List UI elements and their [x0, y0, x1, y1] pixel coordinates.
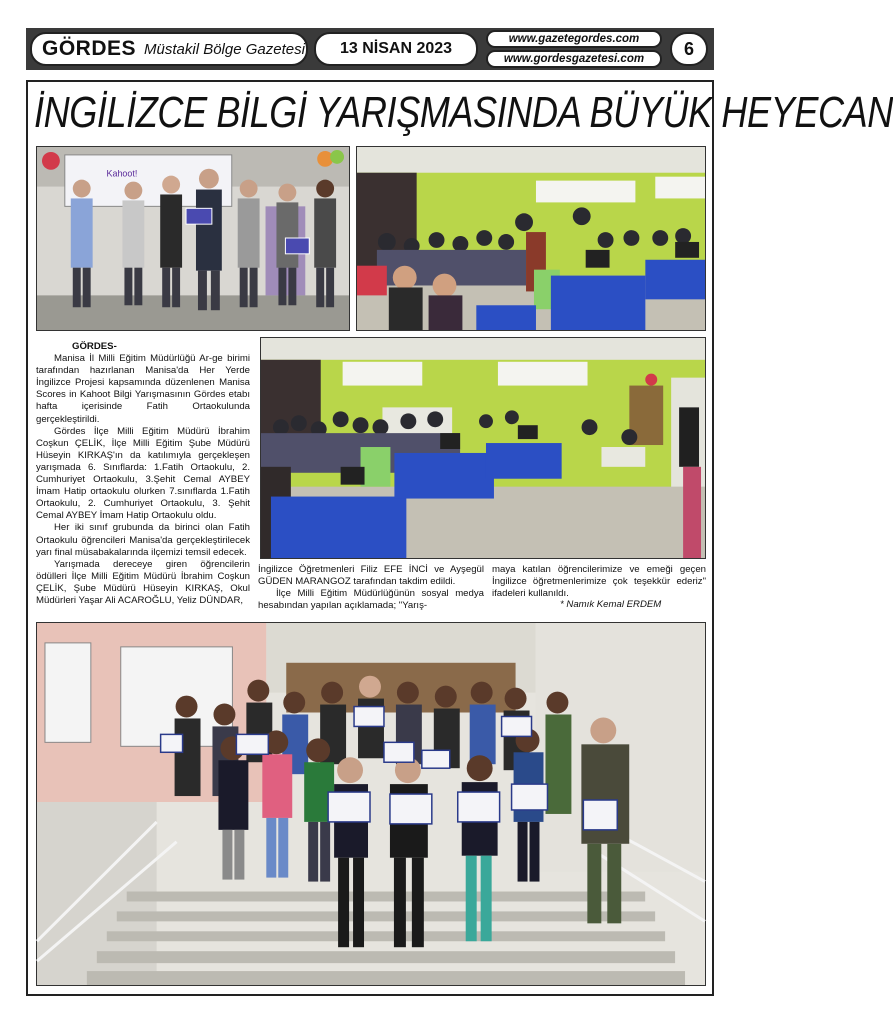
photo-group-stairs — [36, 622, 706, 986]
photo-classroom-wide — [260, 337, 706, 559]
page-number: 6 — [670, 32, 708, 66]
brand-name: GÖRDES — [42, 37, 137, 60]
article-paragraph: Her iki sınıf grubunda da birinci olan Fatih Ortaokulu öğrencileri Manisa'da gerçekleştirilecek yarı final müsabakalarında ilçemizi temsil edecek. — [36, 522, 250, 558]
masthead-brand — [30, 32, 308, 66]
article-column-2 — [258, 564, 484, 612]
photo-award-ceremony — [36, 146, 350, 331]
article-paragraph: maya katılan öğrencilerimize ve emeği geçen İngilizce öğretmenlerimize çok teşekkür ederiz" ifadeleri kullanıldı. — [492, 564, 706, 600]
article-paragraph: İlçe Milli Eğitim Müdürlüğünün sosyal medya hesabından yapılan açıklamada; "Yarış- — [258, 588, 484, 612]
screen-kahoot-text: Kahoot! — [106, 168, 138, 179]
website-url-1[interactable]: www.gazetegordes.com — [486, 30, 662, 48]
article-paragraph: Yarışmada dereceye giren öğrencilerin ödülleri İlçe Milli Eğitim Müdürü İbrahim Coşkun ÇELİK, Şube Müdürü Hüseyin KIRKAŞ, Okul Müdürleri Yaşar Ali ACAROĞLU, Yeliz DÜNDAR, — [36, 558, 250, 606]
article-column-3 — [492, 564, 706, 600]
article-headline: İNGİLİZCE BİLGİ YARIŞMASINDA BÜYÜK HEYECAN — [34, 88, 893, 137]
brand-subtitle: Müstakil Bölge Gazetesi — [144, 40, 305, 58]
website-url-2[interactable]: www.gordesgazetesi.com — [486, 50, 662, 68]
article-paragraph: Manisa İl Milli Eğitim Müdürlüğü Ar-ge birimi tarafından hazırlanan Manisa'da Her Yerde İngilizce Projesi kapsamında düzenlenen Manisa Scores in Kahoot Bilgi Yarışmasının Gördes etabı hafta içerisinde Fatih Ortaokulunda gerçekleştirildi. — [36, 353, 250, 425]
issue-date: 13 NİSAN 2023 — [314, 32, 478, 66]
article-byline: * Namık Kemal ERDEM — [560, 599, 662, 610]
article-paragraph: Gördes İlçe Milli Eğitim Müdürü İbrahim Coşkun ÇELİK, İlçe Milli Eğitim Şube Müdürü Hüseyin KIRKAŞ'ın da katılımıyla gerçekleşen yarışmada 6. Sınıflarda: 1.Fatih Ortaokulu, 2. Cumhuriyet Ortaokulu, 3.Şehit Cemal AYBEY İmam Hatip ortaokulu olurken 7.sınıflarda 1.Fatih Ortaokulu, 2. Cumhuriyet Ortaokulu, 3. Şehit Cemal AYBEY İmam Hatip Ortaokulu oldu. — [36, 425, 250, 522]
article-column-1 — [36, 341, 250, 607]
article-paragraph: İngilizce Öğretmenleri Filiz EFE İNCİ ve Ayşegül GÜDEN MARANGOZ tarafından takdim edildi. — [258, 564, 484, 588]
article-dateline: GÖRDES- — [72, 341, 117, 352]
masthead-band — [26, 28, 714, 70]
photo-competition-room — [356, 146, 706, 331]
